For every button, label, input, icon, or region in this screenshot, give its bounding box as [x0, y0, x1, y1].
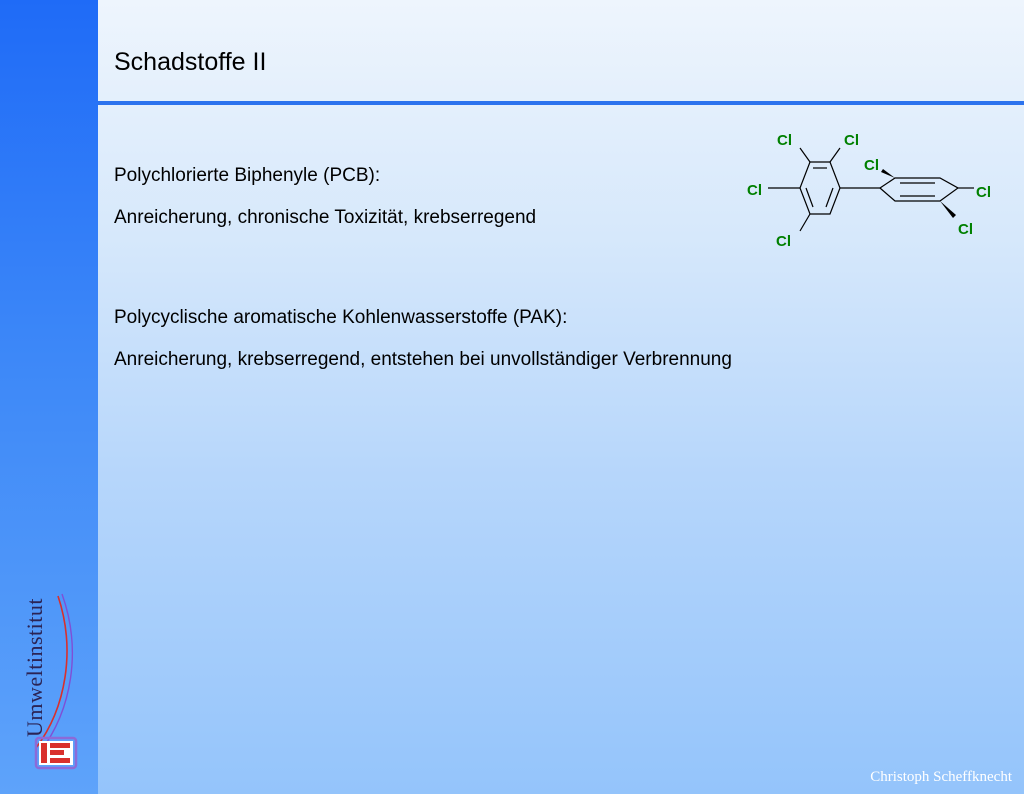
wedge-bond-lower: [940, 201, 956, 218]
cl-label: Cl: [844, 132, 859, 149]
title-divider: [98, 101, 1024, 105]
page-title: Schadstoffe II: [114, 48, 267, 76]
wedge-bond-upper: [881, 169, 895, 178]
institute-logo-text: Umweltinstitut: [22, 598, 47, 737]
institute-logo-icon: [0, 0, 98, 794]
ring-left: [800, 162, 840, 214]
cl-label: Cl: [976, 184, 991, 201]
pak-description: Anreicherung, krebserregend, entstehen bei unvollständiger Verbrennung: [114, 349, 732, 370]
cl-label: Cl: [777, 132, 792, 149]
footer-author: Christoph Scheffknecht: [870, 769, 1012, 785]
sidebar-band: [0, 0, 98, 794]
cl-label: Cl: [864, 157, 879, 174]
ring-right: [880, 178, 958, 201]
pcb-heading: Polychlorierte Biphenyle (PCB):: [114, 165, 381, 186]
pcb-structure-diagram: [740, 125, 1010, 265]
pak-heading: Polycyclische aromatische Kohlenwasserstoffe (PAK):: [114, 307, 568, 328]
cl-label: Cl: [747, 182, 762, 199]
cl-label: Cl: [776, 233, 791, 250]
cl-label: Cl: [958, 221, 973, 238]
pcb-description: Anreicherung, chronische Toxizität, krebserregend: [114, 207, 537, 228]
